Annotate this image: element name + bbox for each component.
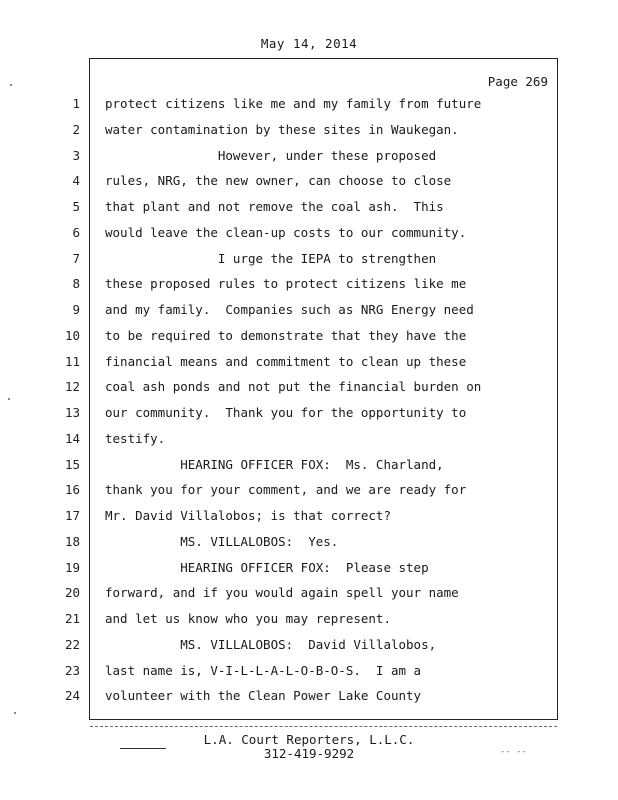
line-text: coal ash ponds and not put the financial burden on	[105, 379, 482, 395]
line-number: 3	[72, 147, 80, 163]
line-text: protect citizens like me and my family from future	[105, 96, 482, 111]
line-number: 14	[64, 430, 80, 446]
line-number: 18	[64, 533, 80, 549]
scan-artifact	[8, 398, 10, 400]
line-number: 23	[64, 662, 80, 678]
line-text: testify.	[105, 430, 166, 446]
line-number: 19	[64, 559, 80, 575]
transcript-line	[0, 658, 618, 684]
transcript-line	[0, 580, 618, 606]
line-text: forward, and if you would again spell your name	[105, 585, 459, 601]
line-number: 10	[64, 327, 80, 343]
line-text: I urge the IEPA to strengthen	[105, 250, 437, 266]
page-number: Page 269	[487, 74, 548, 89]
transcript-line	[0, 143, 618, 169]
line-number: 4	[72, 173, 80, 189]
transcript-line	[0, 477, 618, 503]
line-text: and let us know who you may represent.	[105, 611, 391, 626]
transcript-line	[0, 246, 618, 272]
line-number: 1	[72, 96, 80, 111]
line-text: to be required to demonstrate that they have the	[105, 327, 467, 343]
line-number: 13	[64, 405, 80, 420]
transcript-line	[0, 683, 618, 709]
transcript-line	[0, 194, 618, 220]
line-text: last name is, V-I-L-L-A-L-O-B-O-S. I am a	[105, 662, 422, 678]
line-text: rules, NRG, the new owner, can choose to close	[105, 173, 452, 189]
reporter-company: L.A. Court Reporters, L.L.C.	[203, 732, 415, 747]
line-number: 9	[72, 302, 80, 317]
transcript-line	[0, 606, 618, 632]
line-number: 24	[64, 688, 80, 704]
transcript-line	[0, 271, 618, 297]
line-number: 2	[72, 121, 80, 137]
transcript-line	[0, 503, 618, 529]
line-text: MS. VILLALOBOS: Yes.	[105, 533, 339, 549]
line-number: 20	[64, 585, 80, 601]
transcript-line	[0, 426, 618, 452]
transcript-line	[0, 374, 618, 400]
line-number: 22	[64, 636, 80, 652]
line-number: 8	[72, 276, 80, 292]
line-text: and my family. Companies such as NRG Energy need	[105, 302, 474, 317]
footer	[0, 733, 618, 761]
line-text: HEARING OFFICER FOX: Ms. Charland,	[105, 456, 444, 472]
transcript-line	[0, 323, 618, 349]
line-text: water contamination by these sites in Waukegan.	[105, 121, 459, 137]
line-number: 16	[64, 482, 80, 498]
line-text: our community. Thank you for the opportunity to	[105, 405, 467, 420]
line-text: Mr. David Villalobos; is that correct?	[105, 508, 391, 523]
reporter-phone: 312-419-9292	[263, 746, 355, 761]
transcript-line	[0, 632, 618, 658]
transcript-line	[0, 555, 618, 581]
transcript-line	[0, 297, 618, 323]
line-text: these proposed rules to protect citizens like me	[105, 276, 467, 292]
line-number: 21	[64, 611, 80, 626]
line-number: 7	[72, 250, 80, 266]
line-number: 17	[64, 508, 80, 523]
transcript-line	[0, 168, 618, 194]
line-number: 12	[64, 379, 80, 395]
line-text: thank you for your comment, and we are ready for	[105, 482, 467, 498]
line-text: MS. VILLALOBOS: David Villalobos,	[105, 636, 437, 652]
transcript-line	[0, 91, 618, 117]
line-text: However, under these proposed	[105, 147, 437, 163]
transcript-line	[0, 529, 618, 555]
scan-artifact	[14, 712, 16, 714]
transcript-line	[0, 349, 618, 375]
line-text: that plant and not remove the coal ash. This	[105, 199, 444, 214]
transcript-date: May 14, 2014	[260, 36, 358, 51]
line-text: HEARING OFFICER FOX: Please step	[105, 559, 429, 575]
transcript-line	[0, 452, 618, 478]
line-text: financial means and commitment to clean up these	[105, 353, 467, 369]
scan-artifact: -- --	[500, 747, 528, 757]
transcript-line	[0, 220, 618, 246]
transcript-line	[0, 400, 618, 426]
line-number: 6	[72, 224, 80, 240]
line-number: 15	[64, 456, 80, 472]
transcript-body	[0, 91, 618, 709]
line-number: 5	[72, 199, 80, 214]
transcript-line	[0, 117, 618, 143]
line-text: would leave the clean-up costs to our community.	[105, 224, 467, 240]
scan-artifact	[10, 84, 12, 86]
line-text: volunteer with the Clean Power Lake County	[105, 688, 422, 704]
line-number: 11	[64, 353, 80, 369]
